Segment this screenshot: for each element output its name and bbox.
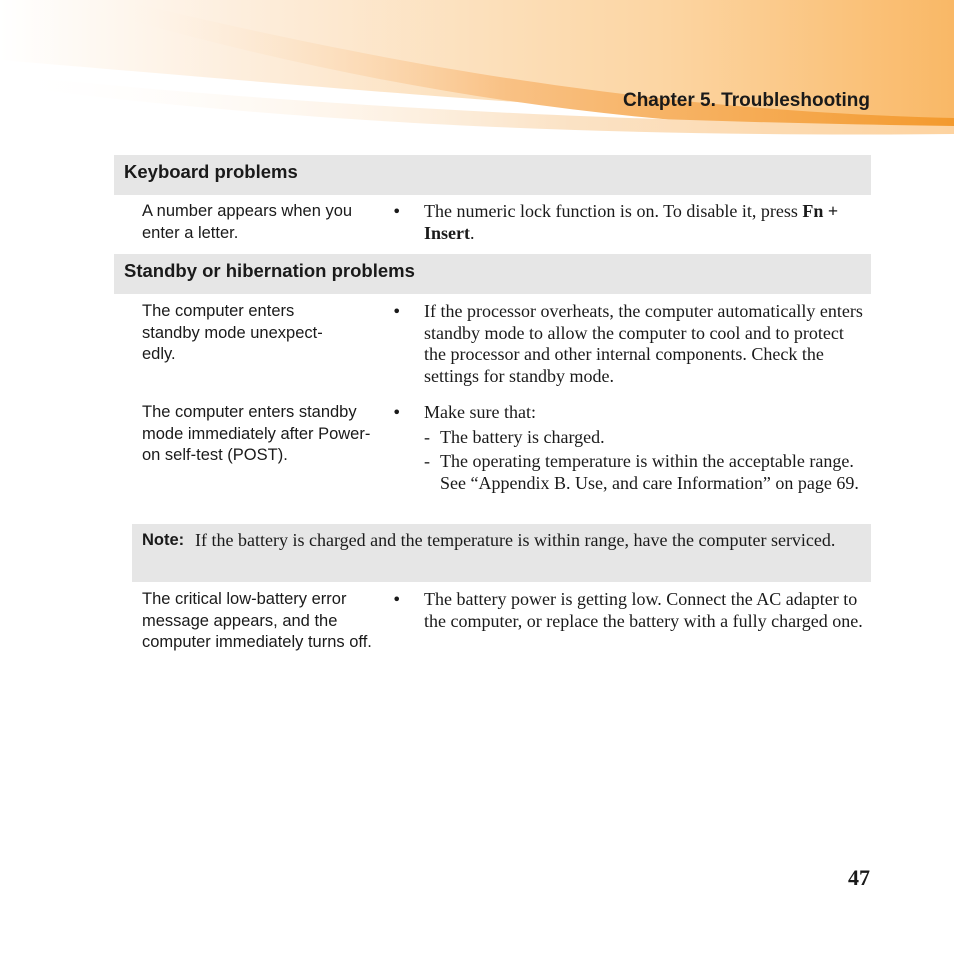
sub-item: - The operating temperature is within the acceptable range. See “Appendix B. Use, and care Information” on page 69.: [424, 451, 859, 493]
bullet-icon: •: [392, 302, 402, 321]
header-banner-decoration: [0, 0, 954, 140]
solution-text: The battery power is getting low. Connect the AC adapter to the computer, or replace the battery with a fully charged one.: [424, 589, 863, 631]
problem-text: The critical low-battery error message appears, and the computer immediately turns off.: [142, 590, 372, 651]
bullet-icon: •: [392, 403, 402, 422]
problem-text: A number appears when you enter a letter.: [142, 202, 353, 242]
problem-text: The computer enters standby mode unexpect- edly.: [142, 302, 323, 363]
note-box: [132, 524, 871, 582]
sub-item: - The battery is charged.: [424, 426, 605, 447]
section-heading-keyboard: Keyboard problems: [114, 155, 871, 195]
note-label: Note:: [142, 531, 185, 549]
solution-text: The numeric lock function is on. To disable it, press Fn + Insert.: [424, 201, 839, 243]
chapter-title: Chapter 5. Troubleshooting: [622, 90, 870, 111]
page-number: 47: [848, 865, 870, 890]
bullet-icon: •: [392, 202, 402, 221]
solution-text: Make sure that: - The battery is charged. - The operating temperature is within the acceptable range. See “Appendix B. Use, and care Information” on page 69.: [424, 402, 864, 494]
bullet-icon: •: [392, 590, 402, 609]
problem-text: The computer enters standby mode immediately after Power-on self-test (POST).: [142, 403, 371, 464]
section-heading-standby: Standby or hibernation problems: [114, 254, 871, 294]
solution-text: If the processor overheats, the computer automatically enters standby mode to allow the computer to cool and to protect the processor and other internal components. Check the settings for standby mode.: [424, 301, 863, 386]
note-text: If the battery is charged and the temperature is within range, have the computer serviced.: [195, 530, 836, 550]
key-combination: Fn + Insert: [424, 201, 839, 243]
